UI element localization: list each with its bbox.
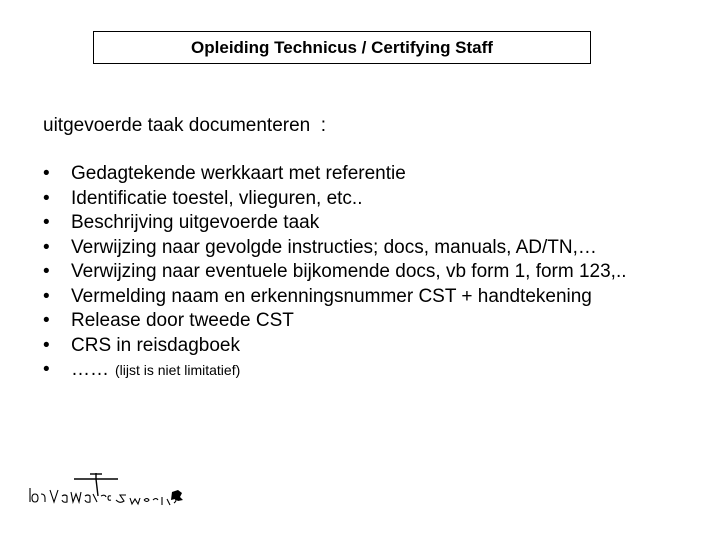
list-item	[43, 162, 627, 187]
list-item	[43, 260, 627, 285]
list-item-text: Verwijzing naar gevolgde instructies; docs, manuals, AD/TN,…	[71, 236, 597, 258]
list-item-text: Identificatie toestel, vlieguren, etc..	[71, 187, 363, 209]
bullet-list	[43, 162, 627, 383]
bullet-icon: •	[43, 359, 50, 380]
list-item-text: Gedagtekende werkkaart met referentie	[71, 163, 406, 184]
lion-emblem-icon	[171, 490, 183, 501]
club-logo	[26, 470, 186, 522]
bullet-icon: •	[43, 163, 50, 184]
list-item-text: ……	[71, 359, 109, 380]
list-item	[43, 358, 627, 383]
list-item	[43, 187, 627, 212]
slide-title: Opleiding Technicus / Certifying Staff	[191, 37, 493, 57]
logo-wordmark	[30, 488, 176, 505]
list-item-text: Beschrijving uitgevoerde taak	[71, 212, 320, 233]
title-box	[93, 31, 591, 64]
list-item-text: Vermelding naam en erkenningsnummer CST + handtekening	[71, 285, 592, 307]
list-item-note: (lijst is niet limitatief)	[115, 362, 241, 378]
bullet-icon: •	[43, 212, 50, 233]
bullet-icon: •	[43, 187, 50, 209]
bullet-icon: •	[43, 261, 50, 282]
list-item-text: Verwijzing naar eventuele bijkomende docs, vb form 1, form 123,..	[71, 261, 627, 282]
list-item-text: CRS in reisdagboek	[71, 334, 240, 356]
list-item	[43, 309, 627, 334]
bullet-icon: •	[43, 285, 50, 307]
list-item	[43, 236, 627, 261]
bullet-icon: •	[43, 310, 50, 331]
list-item-text: Release door tweede CST	[71, 310, 294, 331]
bullet-icon: •	[43, 334, 50, 356]
list-item	[43, 285, 627, 310]
list-item	[43, 334, 627, 359]
bullet-icon: •	[43, 236, 50, 258]
section-heading: uitgevoerde taak documenteren :	[43, 115, 327, 136]
list-item	[43, 211, 627, 236]
